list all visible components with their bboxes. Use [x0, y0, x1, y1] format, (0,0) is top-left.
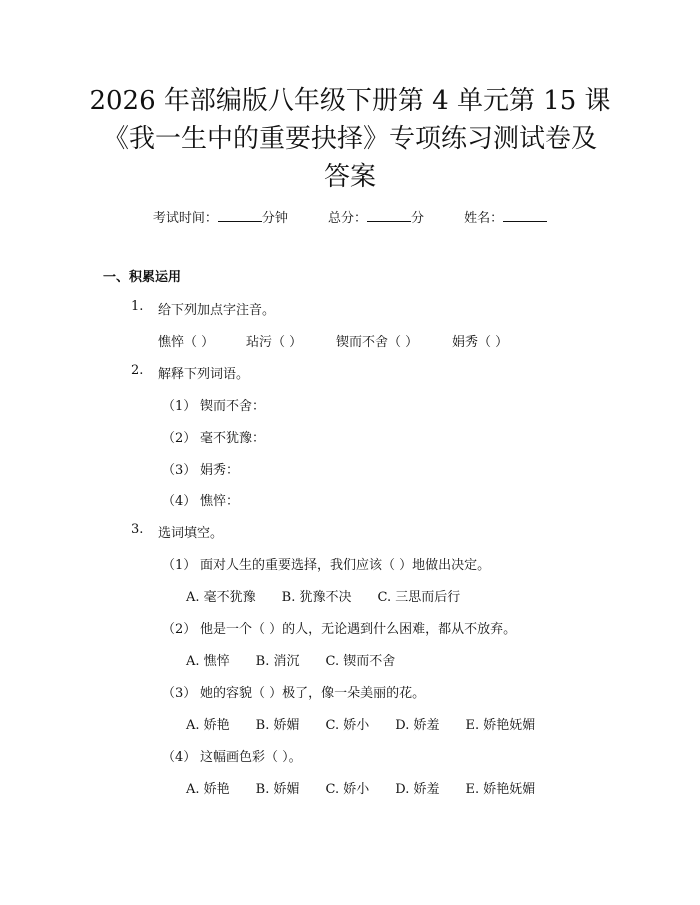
- section-heading: 一、积累运用: [103, 270, 182, 285]
- option: E. 娇艳妩媚: [465, 782, 536, 797]
- q2-item-number: （4）: [162, 494, 197, 509]
- option: B. 犹豫不决: [281, 590, 352, 605]
- option: A. 娇艳: [186, 718, 230, 733]
- q3-sub-number: （1）: [162, 558, 197, 573]
- q3-options: [186, 778, 561, 797]
- q1-item: 玷污（ ）: [246, 335, 303, 350]
- option: B. 娇媚: [255, 782, 300, 797]
- q3-options: [186, 714, 561, 733]
- name-label: 姓名：: [464, 211, 504, 226]
- q2-item-text: 锲而不舍：: [200, 399, 266, 414]
- time-label: 考试时间：: [152, 211, 218, 226]
- q3-options: [186, 650, 421, 669]
- exam-info: [0, 207, 700, 226]
- q3-sub-number: （2）: [162, 622, 197, 637]
- q3-sub-text: 面对人生的重要选择，我们应该（ ）地做出决定。: [200, 558, 491, 573]
- score-field: [328, 211, 424, 226]
- question-number: 1.: [131, 299, 144, 314]
- option: A. 憔悴: [186, 654, 230, 669]
- score-blank: [367, 209, 411, 222]
- option: B. 娇媚: [255, 718, 300, 733]
- q3-sub-text: 这幅画色彩（ ）。: [200, 750, 302, 765]
- q1-item: 锲而不舍（ ）: [336, 335, 419, 350]
- option: C. 锲而不舍: [325, 654, 396, 669]
- time-blank: [218, 209, 262, 222]
- option: C. 娇小: [325, 718, 370, 733]
- option: A. 娇艳: [186, 782, 230, 797]
- question-text: 解释下列词语。: [158, 367, 250, 382]
- title-line-1: 2026 年部编版八年级下册第 4 单元第 15 课: [89, 86, 611, 116]
- q3-sub-text: 他是一个（ ）的人，无论遇到什么困难，都从不放弃。: [200, 622, 517, 637]
- score-label: 总分：: [327, 211, 367, 226]
- q1-item: 憔悴（ ）: [158, 335, 215, 350]
- q3-sub-number: （4）: [162, 750, 197, 765]
- page-title: [60, 82, 640, 196]
- q2-item-text: 娟秀：: [200, 463, 240, 478]
- option: C. 三思而后行: [377, 590, 461, 605]
- q2-item-number: （2）: [162, 431, 197, 446]
- q3-sub-text: 她的容貌（ ）极了，像一朵美丽的花。: [200, 686, 426, 701]
- score-unit: 分: [411, 211, 425, 226]
- q3-sub-number: （3）: [162, 686, 197, 701]
- option: D. 娇羞: [395, 718, 440, 733]
- name-field: [464, 211, 547, 226]
- q2-item-number: （3）: [162, 463, 197, 478]
- q2-item-number: （1）: [162, 399, 197, 414]
- q2-item-text: 毫不犹豫：: [200, 431, 266, 446]
- time-field: [153, 211, 288, 226]
- question-text: 选词填空。: [158, 526, 224, 541]
- question-number: 3.: [131, 522, 144, 537]
- name-blank: [503, 209, 547, 222]
- question-text: 给下列加点字注音。: [158, 303, 276, 318]
- time-unit: 分钟: [261, 211, 288, 226]
- option: A. 毫不犹豫: [186, 590, 256, 605]
- option: C. 娇小: [325, 782, 370, 797]
- option: E. 娇艳妩媚: [465, 718, 536, 733]
- option: D. 娇羞: [395, 782, 440, 797]
- question-number: 2.: [131, 363, 144, 378]
- q1-item: 娟秀（ ）: [452, 335, 509, 350]
- option: B. 消沉: [255, 654, 300, 669]
- title-line-3: 答案: [323, 162, 376, 192]
- q2-item-text: 憔悴：: [200, 494, 240, 509]
- title-line-2: 《我一生中的重要抉择》专项练习测试卷及: [102, 124, 597, 154]
- q3-options: [186, 586, 486, 605]
